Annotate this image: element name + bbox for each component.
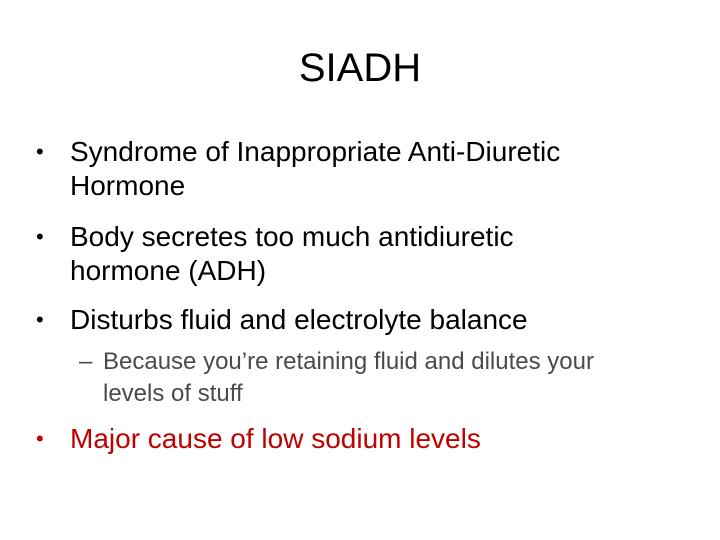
bullet-text-line: Body secretes too much antidiuretic [70,221,514,252]
bullet-marker: • [36,224,44,249]
bullet-text-line: Hormone [70,170,186,201]
bullet-marker: • [36,307,44,332]
slide-title: SIADH [298,46,422,90]
bullet-text-line: hormone (ADH) [70,255,267,286]
bullet-text-line: Syndrome of Inappropriate Anti-Diuretic [70,136,561,167]
bullet-text-line: Disturbs fluid and electrolyte balance [70,304,528,335]
subbullet-text-line: Because you’re retaining fluid and dilutes your [103,348,594,375]
bullet-marker: • [36,426,44,451]
bullet-text-line: Major cause of low sodium levels [70,423,481,454]
subbullet-text-line: levels of stuff [103,380,243,407]
bullet-marker: • [36,139,44,164]
subbullet-marker: – [79,348,93,375]
